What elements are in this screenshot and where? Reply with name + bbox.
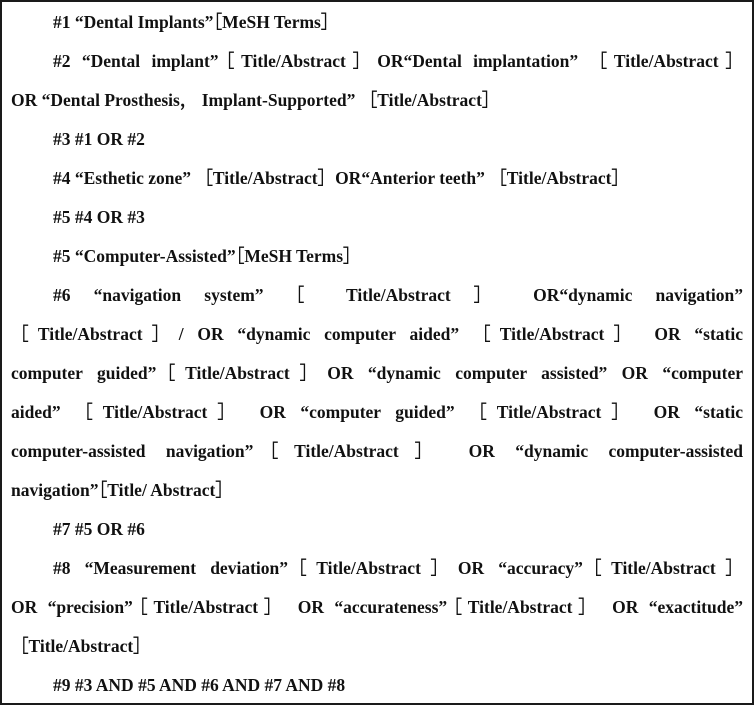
query-line-6: #6 “navigation system” ［ Title/Abstract ］ OR“dynamic navigation” [53, 285, 743, 305]
query-line-6-continued-5: navigation”［Title/ Abstract］ [11, 480, 233, 500]
query-line-1: #1 “Dental Implants”［MeSH Terms］ [53, 12, 339, 32]
query-line-6-continued-2: computer guided”［Title/Abstract］OR “dynamic computer assisted” OR “computer [11, 363, 743, 383]
query-line-6-continued-1: ［Title/Abstract］/ OR “dynamic computer aided” ［Title/Abstract］ OR “static [11, 324, 743, 344]
query-line-9: #9 #3 AND #5 AND #6 AND #7 AND #8 [53, 675, 346, 695]
query-line-4: #4 “Esthetic zone” ［Title/Abstract］OR“Anterior teeth” ［Title/Abstract］ [53, 168, 629, 188]
query-line-8-continued-1: OR “precision”［Title/Abstract］ OR “accurateness”［Title/Abstract］ OR “exactitude” [11, 597, 743, 617]
query-line-6-continued-4: computer-assisted navigation”［Title/Abstract］ OR “dynamic computer-assisted [11, 441, 743, 461]
query-line-3: #3 #1 OR #2 [53, 129, 145, 149]
query-line-6-continued-3: aided” ［Title/Abstract］ OR “computer guided” ［Title/Abstract］ OR “static [11, 402, 743, 422]
query-line-7: #7 #5 OR #6 [53, 519, 145, 539]
query-line-2-continued: OR “Dental Prosthesis， Implant-Supported” ［Title/Abstract］ [11, 90, 500, 110]
query-line-8: #8 “Measurement deviation”［Title/Abstract］OR “accuracy”［Title/Abstract］ [53, 558, 743, 578]
query-line-5: #5 #4 OR #3 [53, 207, 145, 227]
query-line-2: #2 “Dental implant”［Title/Abstract］OR“Dental implantation” ［Title/Abstract］ [53, 51, 743, 71]
query-line-5b: #5 “Computer-Assisted”［MeSH Terms］ [53, 246, 361, 266]
query-line-8-continued-2: ［Title/Abstract］ [11, 636, 151, 656]
search-strategy-lines [2, 3, 752, 705]
